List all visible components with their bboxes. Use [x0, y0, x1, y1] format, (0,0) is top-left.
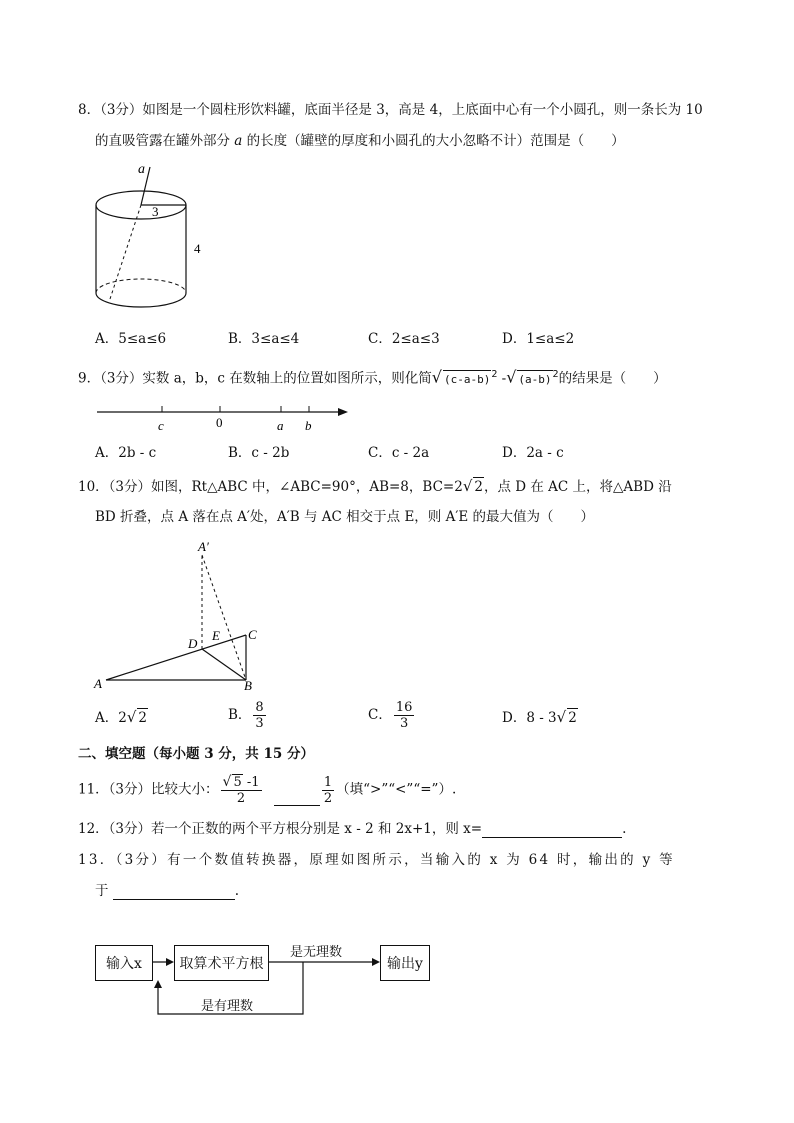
- q11-stem: 11．（3分）比较大小： $\frac{√ 5 -1}{2}$ $\frac{1}{2}$ （填“>”“<”“=”）.: [78, 774, 457, 806]
- q12-stem: 12．（3分）若一个正数的两个平方根分别是 x - 2 和 2x+1，则 x= .: [78, 821, 627, 837]
- q12-answer-blank[interactable]: [482, 823, 622, 838]
- q8-option-c: C．2≤a≤3: [368, 331, 440, 347]
- q10-option-a: A．2√ 2: [95, 708, 147, 726]
- axis-label-c: c: [158, 418, 164, 433]
- section-title: 二、填空题（每小题 3 分，共 15 分）: [78, 746, 314, 762]
- fig-label-c: C: [248, 627, 257, 642]
- axis-label-a: a: [277, 418, 284, 433]
- q9-option-b: B．c - 2b: [228, 445, 290, 461]
- q8-option-b: B．3≤a≤4: [228, 331, 300, 347]
- flow-output-box: [380, 945, 430, 981]
- q13-answer-blank[interactable]: [113, 885, 235, 900]
- triangle-figure: [90, 535, 270, 695]
- q10-line1: 10．（3分）如图，Rt△ABC 中，∠ABC=90°，AB=8，BC=2√ 2，点 D 在 AC 上，将△ABD 沿: [78, 477, 672, 495]
- q8-option-a: A．5≤a≤6: [95, 331, 167, 347]
- fig-label-e: E: [212, 628, 220, 643]
- number-line: [92, 398, 362, 434]
- flow-input-box: [95, 945, 153, 981]
- flow-process-box: [174, 945, 269, 981]
- q10-line2: BD 折叠，点 A 落在点 A′处，A′B 与 AC 相交于点 E，则 A′E 的最大值为（ ）: [95, 509, 595, 525]
- flow-rational-label: 是有理数: [201, 999, 254, 1014]
- q9-option-d: D．2a - c: [502, 445, 564, 461]
- q10-option-c: C． $\frac{16}{3}$: [368, 700, 413, 731]
- q10-option-d: D．8 - 3√ 2: [502, 708, 577, 726]
- fig-label-B: B: [244, 678, 252, 693]
- cylinder-figure: [88, 155, 218, 315]
- flow-output-label: 输出y: [387, 956, 423, 972]
- q9-option-c: C．c - 2a: [368, 445, 430, 461]
- q13-line1: 13．（3分）有一个数值转换器，原理如图所示，当输入的 x 为 64 时，输出的 y 等: [78, 852, 675, 868]
- fig-label-A: A: [94, 676, 102, 691]
- q8-line1: 8．（3分）如图是一个圆柱形饮料罐，底面半径是 3，高是 4，上底面中心有一个小圆孔，则一条长为 10: [78, 102, 703, 118]
- flow-input-label: 输入x: [106, 956, 142, 972]
- fig-label-a-prime: A′: [198, 539, 209, 554]
- fig-label-height: 4: [194, 241, 201, 256]
- q9-option-a: A．2b - c: [95, 445, 157, 461]
- q11-answer-blank[interactable]: [274, 805, 320, 806]
- q8-option-d: D．1≤a≤2: [502, 331, 575, 347]
- q13-line2: 于 .: [95, 883, 240, 899]
- q9-stem: 9．（3分）实数 a，b，c 在数轴上的位置如图所示，则化简√ $(c-a-b)^2$ -√ $(a-b)^2$的结果是（ ）: [78, 367, 667, 387]
- flow-process-label: 取算术平方根: [179, 956, 264, 972]
- axis-label-zero: 0: [216, 415, 223, 430]
- fig-label-d: D: [188, 636, 198, 651]
- fig-label-radius: 3: [152, 204, 159, 219]
- fig-label-a: a: [138, 162, 145, 177]
- q8-line2: 的直吸管露在罐外部分 a 的长度（罐壁的厚度和小圆孔的大小忽略不计）范围是（ ）: [95, 133, 625, 149]
- q10-option-b: B． $\frac{8}{3}$: [228, 700, 264, 731]
- flow-irrational-label: 是无理数: [290, 945, 343, 960]
- axis-label-b: b: [305, 418, 312, 433]
